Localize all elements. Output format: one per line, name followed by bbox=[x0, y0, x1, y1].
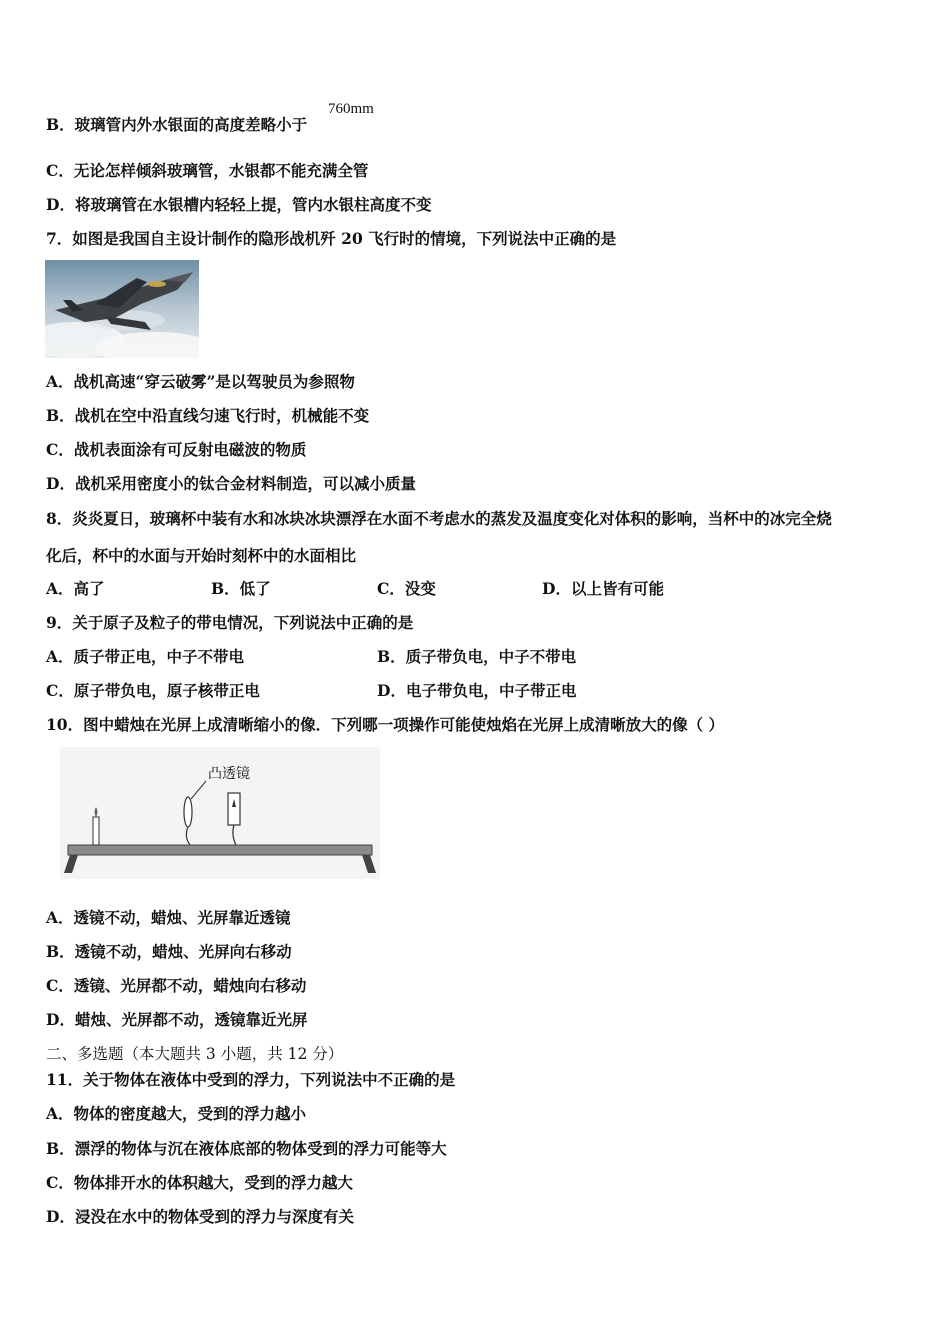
section-title-multiple-choice: 二、多选题（本大题共 3 小题，共 12 分） bbox=[46, 1045, 344, 1063]
q10-option-c: C．透镜、光屏都不动，蜡烛向右移动 bbox=[46, 976, 307, 995]
q10-stem: 10．图中蜡烛在光屏上成清晰缩小的像．下列哪一项操作可能使烛焰在光屏上成清晰放大的像（ ） bbox=[46, 715, 724, 734]
q7-option-c: C．战机表面涂有可反射电磁波的物质 bbox=[46, 440, 307, 459]
q9-option-d: D．电子带负电，中子带正电 bbox=[377, 681, 577, 700]
q8-stem-line1: 8．炎炎夏日，玻璃杯中装有水和冰块冰块漂浮在水面不考虑水的蒸发及温度变化对体积的影响，当杯中的冰完全烧 bbox=[46, 509, 832, 528]
q10-option-d: D．蜡烛、光屏都不动，透镜靠近光屏 bbox=[46, 1010, 308, 1029]
q8-option-a: A．高了 bbox=[46, 579, 105, 598]
q10-option-b: B．透镜不动，蜡烛、光屏向右移动 bbox=[46, 942, 292, 961]
q6-option-d: D．将玻璃管在水银槽内轻轻上提，管内水银柱高度不变 bbox=[46, 195, 432, 214]
q7-stem: 7．如图是我国自主设计制作的隐形战机歼 20 飞行时的情境，下列说法中正确的是 bbox=[46, 229, 617, 248]
lens-bench-figure bbox=[60, 747, 380, 879]
q8-option-c: C．没变 bbox=[377, 579, 436, 598]
q10-option-a: A．透镜不动，蜡烛、光屏靠近透镜 bbox=[46, 908, 291, 927]
q11-option-c: C．物体排开水的体积越大，受到的浮力越大 bbox=[46, 1173, 353, 1192]
q7-option-b: B．战机在空中沿直线匀速飞行时，机械能不变 bbox=[46, 406, 370, 425]
q9-option-a: A．质子带正电，中子不带电 bbox=[46, 647, 245, 666]
q8-stem-line2: 化后，杯中的水面与开始时刻杯中的水面相比 bbox=[46, 546, 357, 565]
q11-stem: 11．关于物体在液体中受到的浮力，下列说法中不正确的是 bbox=[46, 1070, 456, 1089]
q7-option-d: D．战机采用密度小的钛合金材料制造，可以减小质量 bbox=[46, 474, 416, 493]
q6-option-b: B．玻璃管内外水银面的高度差略小于 bbox=[46, 115, 308, 134]
convex-lens-label: 凸透镜 bbox=[208, 766, 250, 782]
fighter-jet-image bbox=[45, 260, 199, 358]
q6-option-b-value: 760mm bbox=[328, 101, 374, 117]
q8-option-d: D．以上皆有可能 bbox=[542, 579, 664, 598]
q8-option-b: B．低了 bbox=[211, 579, 271, 598]
q11-option-d: D．浸没在水中的物体受到的浮力与深度有关 bbox=[46, 1207, 354, 1226]
q7-option-a: A．战机高速“穿云破雾”是以驾驶员为参照物 bbox=[46, 372, 355, 391]
q9-stem: 9．关于原子及粒子的带电情况，下列说法中正确的是 bbox=[46, 613, 414, 632]
q6-option-c: C．无论怎样倾斜玻璃管，水银都不能充满全管 bbox=[46, 161, 369, 180]
q9-option-c: C．原子带负电，原子核带正电 bbox=[46, 681, 260, 700]
q11-option-a: A．物体的密度越大，受到的浮力越小 bbox=[46, 1104, 307, 1123]
q9-option-b: B．质子带负电，中子不带电 bbox=[377, 647, 577, 666]
q11-option-b: B．漂浮的物体与沉在液体底部的物体受到的浮力可能等大 bbox=[46, 1139, 447, 1158]
